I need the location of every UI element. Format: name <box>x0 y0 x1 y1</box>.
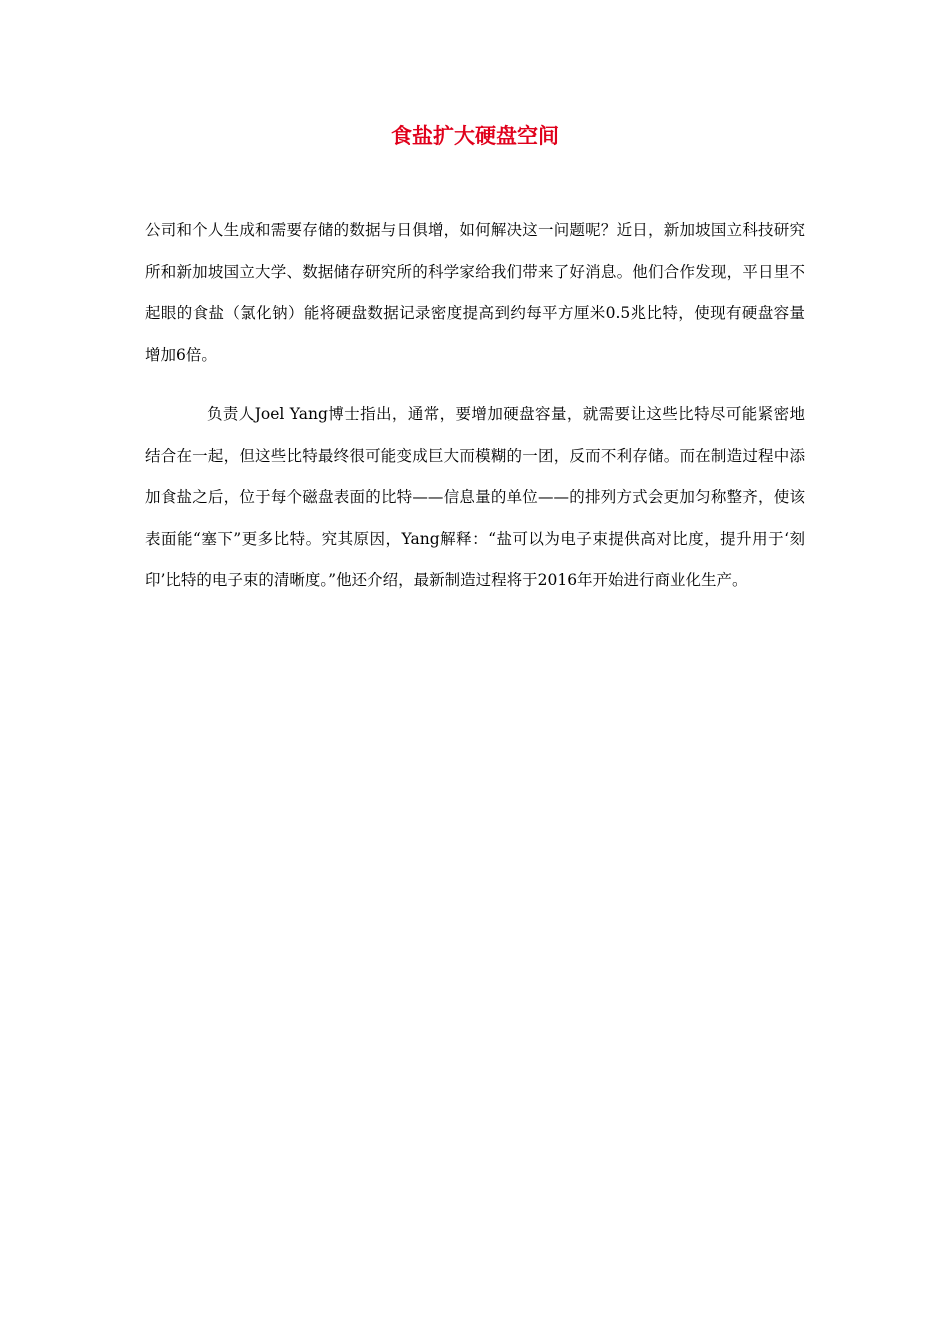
document-title: 食盐扩大硬盘空间 <box>391 124 559 148</box>
paragraph-2: 负责人Joel Yang博士指出，通常，要增加硬盘容量，就需要让这些比特尽可能紧密地结合在一起，但这些比特最终很可能变成巨大而模糊的一团，反而不利存储。而在制造过程中添加食盐之后，位于每个磁盘表面的比特——信息量的单位——的排列方式会更加匀称整齐，使该表面能“塞下”更多比特。究其原因，Yang解释：“盐可以为电子束提供高对比度，提升用于‘刻印’比特的电子束的清晰度。”他还介绍，最新制造过程将于2016年开始进行商业化生产。 <box>145 405 805 589</box>
paragraph-1: 公司和个人生成和需要存储的数据与日俱增，如何解决这一问题呢？近日，新加坡国立科技研究所和新加坡国立大学、数据储存研究所的科学家给我们带来了好消息。他们合作发现，平日里不起眼的食盐（氯化钠）能将硬盘数据记录密度提高到约每平方厘米0.5兆比特，使现有硬盘容量增加6倍。 <box>145 221 805 364</box>
